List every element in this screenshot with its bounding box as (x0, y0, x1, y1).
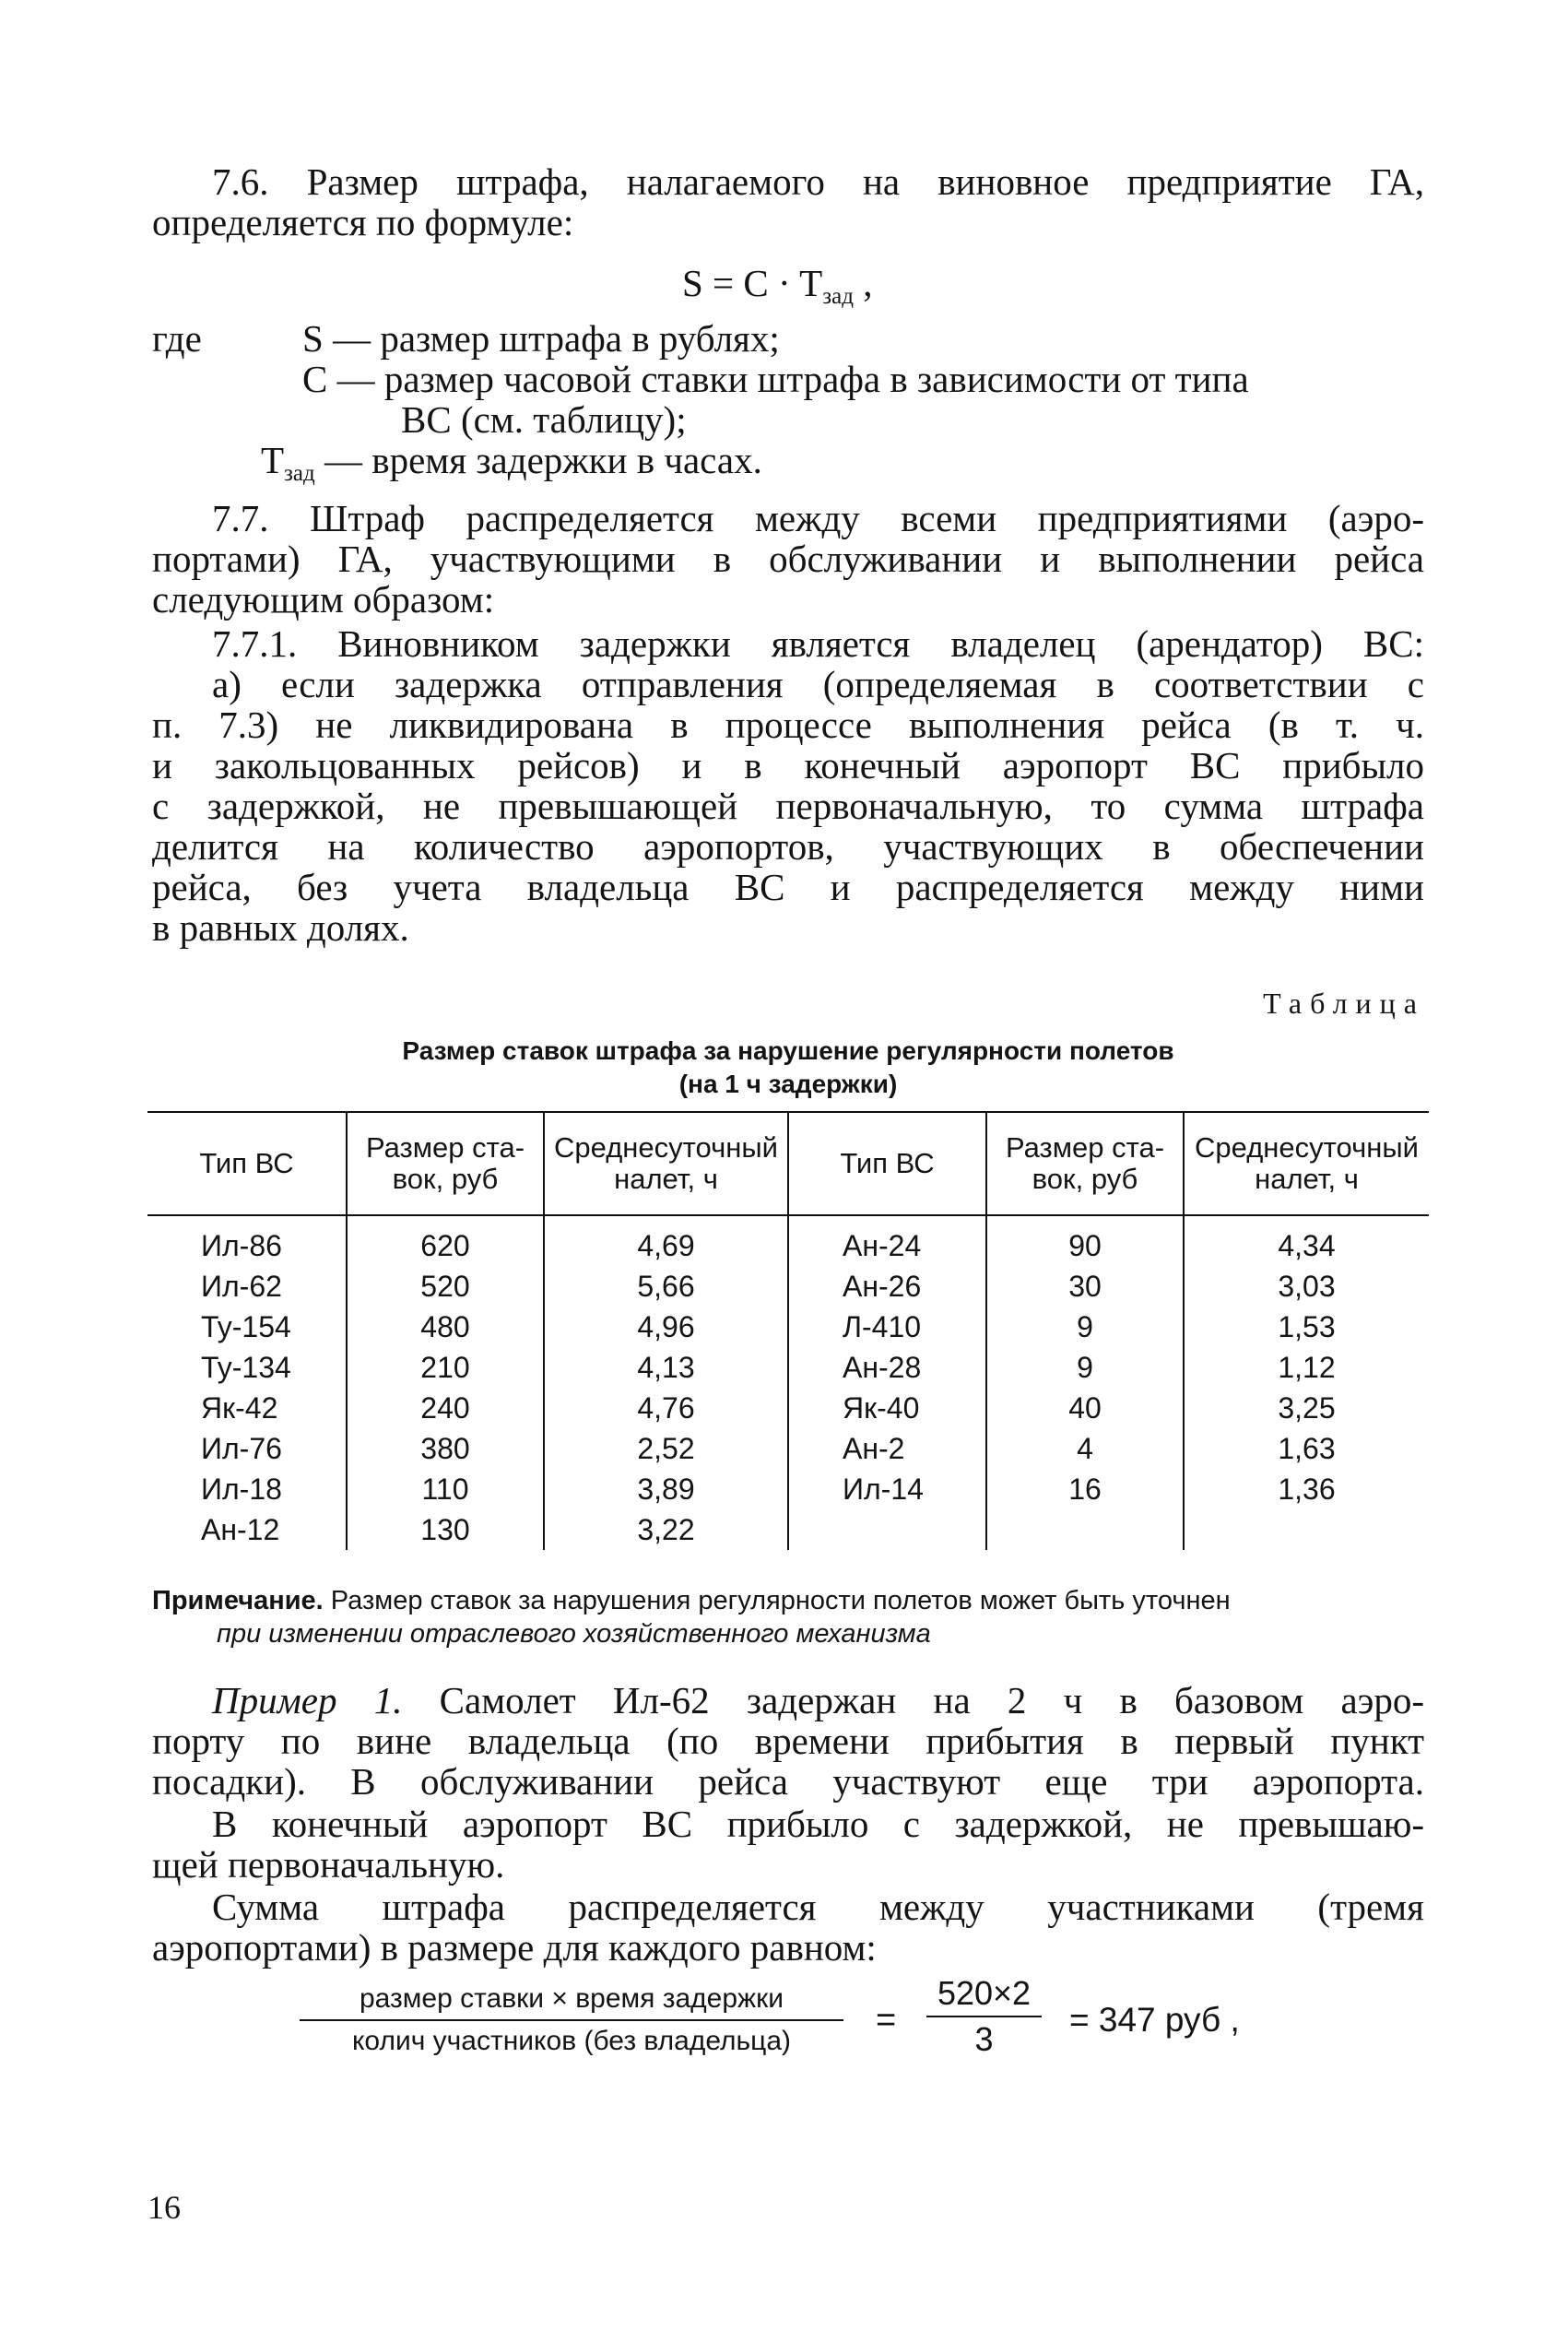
cell-daily-hours: 1,63 (1184, 1428, 1429, 1469)
penalty-rates-table (147, 1111, 1429, 1550)
cell-aircraft-type: Ил-62 (201, 1270, 282, 1303)
def-subscript: зад (284, 461, 315, 486)
cell-daily-hours (1184, 1509, 1429, 1550)
header-text: Среднесуточный (1195, 1131, 1419, 1164)
text-line: щей первоначальную. (152, 1843, 505, 1886)
header-text: вок, руб (1032, 1163, 1138, 1195)
note-line (152, 1584, 1424, 1617)
fraction-words (300, 1982, 843, 2058)
definition-c-cont (401, 399, 687, 440)
text-line: портами) ГА, участвующими в обслуживании и выполнении рейса (152, 538, 1424, 580)
def-symbol: S (302, 317, 324, 360)
cell-daily-hours: 4,76 (544, 1388, 788, 1428)
text-line: В конечный аэропорт ВС прибыло с задержкой, не превышаю- (212, 1803, 1424, 1845)
header-text: налет, ч (614, 1163, 718, 1195)
example-paragraph-3 (152, 1886, 1424, 1968)
definition-s (302, 318, 780, 359)
header-rate (347, 1112, 544, 1215)
text-line (152, 1680, 1424, 1721)
table-label: Таблица (1263, 987, 1425, 1020)
calculation-result: = 347 руб , (1069, 2001, 1240, 2039)
text-line: посадки). В обслуживании рейса участвуют еще три аэропорта. (152, 1760, 1424, 1803)
cell-aircraft-type: Ил-76 (201, 1432, 282, 1465)
cell-aircraft-type: Ан-26 (788, 1266, 986, 1307)
table-row (147, 1266, 1429, 1307)
table-title-line: (на 1 ч задержки) (678, 1070, 898, 1098)
cell-rate (986, 1509, 1184, 1550)
text-line: а) если задержка отправления (определяемая в соответствии с (212, 663, 1424, 705)
table-row (147, 1215, 1429, 1266)
note-line: при изменении отраслевого хозяйственного механизма (217, 1619, 931, 1649)
note-text: Размер ставок за нарушения регулярности полетов может быть уточнен (323, 1586, 1231, 1615)
text-line: делится на количество аэропортов, участвующих в обеспечении (152, 825, 1424, 868)
table-row (147, 1428, 1429, 1469)
cell-aircraft-type (788, 1509, 986, 1550)
text-line: аэропортами) в размере для каждого равном: (152, 1926, 877, 1969)
cell-daily-hours: 5,66 (544, 1266, 788, 1307)
header-text: налет, ч (1255, 1163, 1359, 1195)
cell-daily-hours: 4,96 (544, 1307, 788, 1347)
fraction-numbers (926, 1975, 1042, 2058)
example-label: Пример 1. (212, 1679, 403, 1721)
cell-aircraft-type: Ту-154 (201, 1310, 291, 1343)
penalty-formula (682, 263, 872, 317)
paragraph-7-6 (152, 161, 1424, 242)
paragraph-7-7 (152, 498, 1424, 620)
table-title-line: Размер ставок штрафа за нарушение регулярности полетов (402, 1036, 1174, 1065)
header-daily-hours (544, 1112, 788, 1215)
cell-rate: 4 (986, 1428, 1184, 1469)
text-line: 7.7.1. Виновником задержки является владелец (арендатор) ВС: (212, 622, 1424, 665)
cell-aircraft-type: Як-40 (788, 1388, 986, 1428)
cell-rate: 210 (347, 1347, 544, 1388)
cell-rate: 520 (347, 1266, 544, 1307)
cell-rate: 110 (347, 1469, 544, 1509)
def-text: размер часовой ставки штрафа в зависимости от типа (383, 358, 1249, 400)
fraction-denominator: колич участников (без владельца) (351, 2026, 792, 2056)
table-row (147, 1307, 1429, 1347)
def-dash: — (314, 439, 372, 481)
text-line: следующим образом: (152, 578, 495, 621)
fraction-numerator: 520×2 (926, 1975, 1042, 2017)
cell-aircraft-type: Ан-2 (788, 1428, 986, 1469)
cell-rate: 40 (986, 1388, 1184, 1428)
def-dash: — (323, 317, 381, 360)
cell-rate: 9 (986, 1347, 1184, 1388)
cell-rate: 130 (347, 1509, 544, 1550)
fraction-numerator: размер ставки × время задержки (300, 1982, 843, 2021)
cell-aircraft-type: Ан-24 (788, 1215, 986, 1266)
cell-aircraft-type: Ан-12 (201, 1513, 280, 1546)
formula-subscript: зад (822, 284, 854, 309)
def-symbol: T (261, 439, 285, 481)
definition-c (302, 359, 1249, 399)
def-text: ВС (см. таблицу); (401, 398, 687, 441)
header-text: Тип ВС (199, 1147, 294, 1179)
header-daily-hours (1184, 1112, 1429, 1215)
text-line: в равных долях. (152, 906, 409, 949)
cell-daily-hours: 3,25 (1184, 1388, 1429, 1428)
cell-daily-hours: 1,12 (1184, 1347, 1429, 1388)
cell-aircraft-type: Ил-86 (201, 1229, 282, 1262)
header-text: Размер ста- (365, 1131, 525, 1164)
definition-t (261, 440, 762, 494)
cell-daily-hours: 3,22 (544, 1509, 788, 1550)
cell-rate: 480 (347, 1307, 544, 1347)
header-aircraft-type (788, 1112, 986, 1215)
cell-rate: 30 (986, 1266, 1184, 1307)
cell-daily-hours: 1,36 (1184, 1469, 1429, 1509)
where-label: где (152, 317, 202, 360)
def-text: размер штрафа в рублях; (380, 317, 780, 360)
cell-aircraft-type: Ил-18 (201, 1473, 282, 1506)
text-line: и закольцованных рейсов) и в конечный аэропорт ВС прибыло (152, 744, 1424, 787)
cell-daily-hours: 1,53 (1184, 1307, 1429, 1347)
cell-aircraft-type: Як-42 (201, 1391, 278, 1425)
header-text: Размер ста- (1005, 1131, 1165, 1164)
cell-daily-hours: 4,69 (544, 1215, 788, 1266)
cell-aircraft-type: Ан-28 (788, 1347, 986, 1388)
text-line: 7.7. Штраф распределяется между всеми предприятиями (аэро- (212, 497, 1424, 539)
cell-daily-hours: 4,13 (544, 1347, 788, 1388)
formula-main: S = C · T (682, 262, 823, 304)
header-text: Среднесуточный (554, 1131, 778, 1164)
cell-rate: 9 (986, 1307, 1184, 1347)
text-line: рейса, без учета владельца ВС и распределяется между ними (152, 866, 1424, 908)
cell-daily-hours: 2,52 (544, 1428, 788, 1469)
text-line: определяется по формуле: (152, 201, 574, 243)
def-symbol: C (302, 358, 328, 400)
table-row (147, 1509, 1429, 1550)
cell-rate: 240 (347, 1388, 544, 1428)
cell-daily-hours: 3,89 (544, 1469, 788, 1509)
cell-aircraft-type: Ту-134 (201, 1351, 291, 1384)
table-title (152, 1035, 1424, 1101)
header-text: вок, руб (392, 1163, 499, 1195)
cell-aircraft-type: Л-410 (788, 1307, 986, 1347)
text-line: 7.6. Размер штрафа, налагаемого на виновное предприятие ГА, (212, 160, 1424, 203)
def-text: время задержки в часах. (371, 439, 762, 481)
cell-rate: 16 (986, 1469, 1184, 1509)
def-dash: — (327, 358, 384, 400)
note-label: Примечание. (152, 1586, 324, 1615)
page-number: 16 (147, 2189, 181, 2226)
header-aircraft-type (147, 1112, 347, 1215)
cell-rate: 90 (986, 1215, 1184, 1266)
example-paragraph-2 (152, 1804, 1424, 1885)
cell-rate: 380 (347, 1428, 544, 1469)
example-paragraph-1 (152, 1680, 1424, 1802)
header-text: Тип ВС (840, 1147, 935, 1179)
equals-sign: = (876, 2001, 897, 2040)
text-line: с задержкой, не превышающей первоначальную, то сумма штрафа (152, 785, 1424, 827)
table-header-row (147, 1112, 1429, 1215)
table-note (152, 1584, 1424, 1650)
text-line: Сумма штрафа распределяется между участниками (тремя (212, 1886, 1424, 1928)
header-rate (986, 1112, 1184, 1215)
fraction-denominator: 3 (974, 2020, 994, 2058)
text-line: порту по вине владельца (по времени прибытия в первый пункт (152, 1720, 1424, 1762)
cell-daily-hours: 3,03 (1184, 1266, 1429, 1307)
cell-rate: 620 (347, 1215, 544, 1266)
table-row (147, 1469, 1429, 1509)
table-row (147, 1347, 1429, 1388)
example-text: Самолет Ил-62 задержан на 2 ч в базовом аэро- (402, 1679, 1424, 1721)
paragraph-7-7-1 (152, 623, 1424, 948)
cell-aircraft-type: Ил-14 (788, 1469, 986, 1509)
table-row (147, 1388, 1429, 1428)
text-line: п. 7.3) не ликвидирована в процессе выполнения рейса (в т. ч. (152, 704, 1424, 746)
cell-daily-hours: 4,34 (1184, 1215, 1429, 1266)
formula-tail: , (853, 262, 873, 304)
